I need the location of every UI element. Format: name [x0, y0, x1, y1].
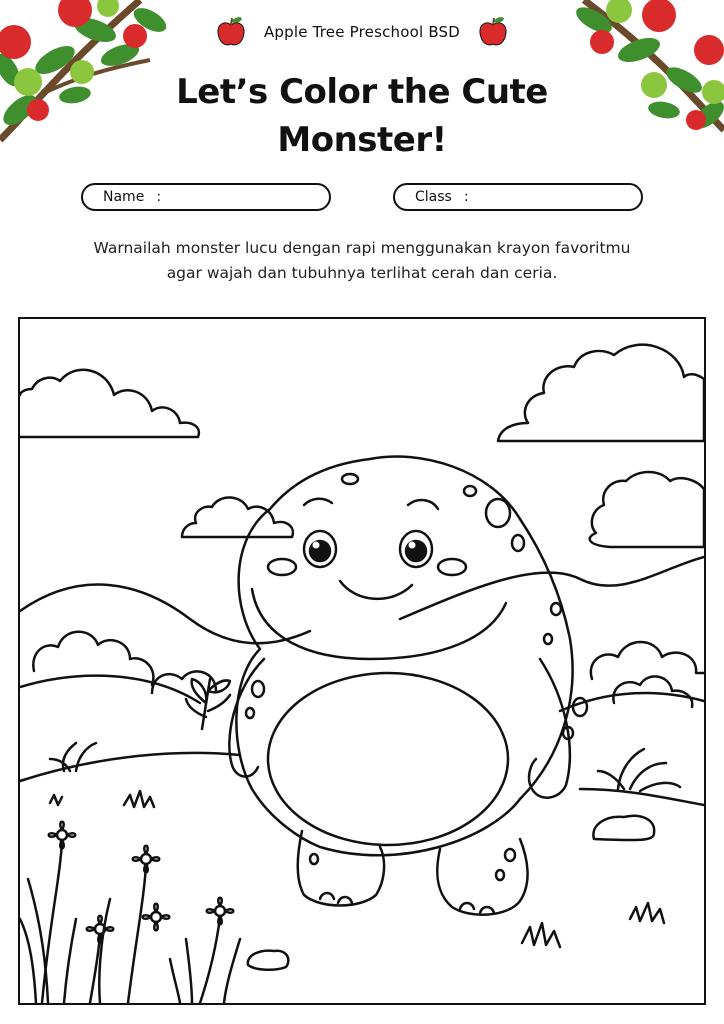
- instructions: [40, 236, 684, 286]
- monster-cheek-left: [268, 559, 296, 575]
- apple-icon: [216, 16, 246, 48]
- cloud-right-lower: [590, 472, 704, 547]
- hills-middle: [20, 676, 704, 711]
- class-separator: :: [463, 189, 469, 205]
- school-name: Apple Tree Preschool BSD: [263, 23, 461, 41]
- fern-right: [598, 749, 680, 791]
- monster-cheek-right: [438, 559, 466, 575]
- name-field[interactable]: [81, 183, 331, 211]
- title-line-1: Let’s Color the Cute: [176, 72, 548, 112]
- cloud-left: [20, 370, 199, 437]
- coloring-area[interactable]: [18, 317, 706, 1005]
- class-label: Class: [415, 189, 452, 205]
- monster-spots: [246, 474, 587, 880]
- monster-eye-left: [304, 531, 336, 567]
- name-separator: :: [156, 189, 162, 205]
- ground-line: [20, 753, 704, 805]
- monster-eye-right: [400, 531, 432, 567]
- monster-eyebrows: [304, 499, 438, 509]
- rock-right: [593, 816, 654, 840]
- monster-mouth: [340, 581, 412, 599]
- monster-line-art: [20, 319, 704, 1003]
- bush-left-2: [152, 671, 216, 693]
- instruction-line-1: Warnailah monster lucu dengan rapi menggunakan krayon favoritmu: [93, 239, 631, 257]
- apple-icon: [478, 16, 508, 48]
- school-header: [0, 16, 724, 48]
- grass-tufts: [50, 791, 664, 947]
- rock-bottom: [248, 951, 289, 970]
- monster-belly: [268, 673, 508, 845]
- flowers: [42, 822, 233, 1003]
- cloud-right: [498, 345, 704, 441]
- hills-back: [20, 557, 704, 643]
- monster-toes: [320, 893, 494, 913]
- page-title: [0, 68, 724, 164]
- monster-body: [236, 457, 572, 856]
- name-label: Name: [103, 189, 145, 205]
- monster: [229, 457, 587, 915]
- instruction-line-2: agar wajah dan tubuhnya terlihat cerah dan ceria.: [166, 264, 558, 282]
- bush-left: [33, 632, 153, 685]
- class-field[interactable]: [393, 183, 643, 211]
- title-line-2: Monster!: [277, 120, 447, 160]
- bush-right: [591, 642, 704, 679]
- leaf-plant-left: [186, 679, 230, 729]
